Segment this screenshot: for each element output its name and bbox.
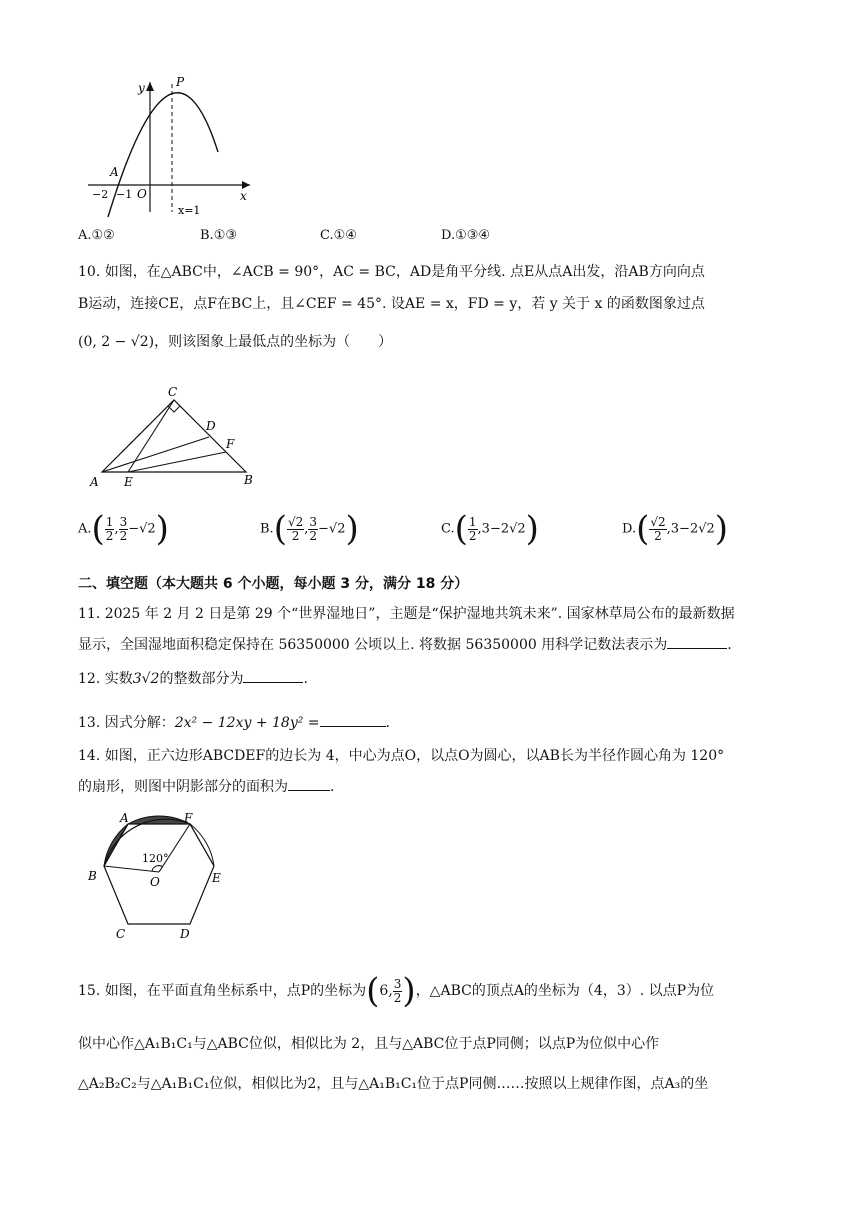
q10-e-label: E bbox=[124, 475, 133, 489]
q14-f-label: F bbox=[184, 811, 193, 825]
q10-option-a[interactable]: A.( $\frac{1}{2}$ , $\frac{3}{2}$ −√2) bbox=[78, 509, 169, 549]
q14-angle-label: 120° bbox=[142, 852, 169, 865]
q10-stem-line2: B运动，连接CE，点F在BC上，且∠CEF = 45°. 设AE = x，FD = y，若 y 关于 x 的函数图象过点 bbox=[78, 296, 705, 312]
q10-option-c[interactable]: C.( $\frac{1}{2}$ ,3−2√2) bbox=[441, 509, 539, 549]
q15-stem-line2: 似中心作△A₁B₁C₁与△ABC位似，相似比为 2，且与△ABC位于点P同侧；以点P为位似中心作 bbox=[78, 1036, 660, 1052]
q13-answer-blank[interactable] bbox=[320, 712, 386, 727]
q14-a-label: A bbox=[120, 811, 129, 825]
q15-p-x: 6 bbox=[379, 983, 389, 999]
q9-option-a[interactable]: A.①② bbox=[78, 228, 115, 243]
q9-option-d[interactable]: D.①③④ bbox=[441, 228, 491, 243]
q10-stem-line3 bbox=[78, 332, 392, 352]
q9-tick-neg2: −2 bbox=[92, 188, 109, 201]
q10-option-d[interactable]: D.( $\frac{√2}{2}$ ,3−2√2) bbox=[622, 509, 729, 549]
q9-tick-neg1: −1 bbox=[116, 188, 133, 201]
q13-expr: 2x² − 12xy + 18y² = bbox=[174, 715, 320, 731]
q9-y-label: y bbox=[138, 81, 145, 95]
q10-b-label: B bbox=[244, 473, 253, 487]
q15-stem-line1: 15. 如图，在平面直角坐标系中，点P的坐标为(6, $\frac{3}{2}$ )，△ABC的顶点A的坐标为（4，3）. 以点P为位 bbox=[78, 971, 715, 1011]
q10-a-label: A bbox=[90, 475, 99, 489]
q10-c-label: C bbox=[168, 385, 178, 399]
q14-c-label: C bbox=[116, 927, 126, 941]
q9-option-b[interactable]: B.①③ bbox=[200, 228, 237, 243]
q14-d-label: D bbox=[180, 927, 190, 941]
q12-answer-blank[interactable] bbox=[243, 668, 303, 683]
q9-parabola-graph bbox=[82, 72, 262, 222]
q11-stem-line1: 11. 2025 年 2 月 2 日是第 29 个“世界湿地日”，主题是“保护湿地共筑未来”. 国家林草局公布的最新数据 bbox=[78, 606, 735, 622]
q9-a-label: A bbox=[110, 165, 119, 179]
section2-heading: 二、填空题（本大题共 6 个小题，每小题 3 分，满分 18 分） bbox=[78, 576, 469, 592]
q14-o-label: O bbox=[150, 875, 160, 889]
q10-point: (0, 2 − √2) bbox=[78, 334, 155, 350]
q10-d-label: D bbox=[206, 419, 216, 433]
q14-e-label: E bbox=[212, 871, 221, 885]
q14-answer-blank[interactable] bbox=[288, 776, 330, 791]
q9-p-label: P bbox=[176, 75, 185, 89]
q15-stem-line3: △A₂B₂C₂与△A₁B₁C₁位似，相似比为2，且与△A₁B₁C₁位于点P同侧……按照以上规律作图，点A₃的坐 bbox=[78, 1076, 709, 1092]
q12-expr: 3√2 bbox=[132, 671, 160, 687]
q10-stem-line1: 10. 如图，在△ABC中，∠ACB = 90°，AC = BC，AD是角平分线. 点E从点A出发，沿AB方向向点 bbox=[78, 264, 705, 280]
q9-option-c[interactable]: C.①④ bbox=[320, 228, 357, 243]
q14-hexagon-figure bbox=[86, 810, 236, 945]
q11-stem-line2: 显示，全国湿地面积稳定保持在 56350000 公顷以上. 将数据 56350000 用科学记数法表示为 . bbox=[78, 634, 732, 655]
q13-stem: 13. 因式分解：2x² − 12xy + 18y² = . bbox=[78, 712, 390, 733]
q11-answer-blank[interactable] bbox=[667, 634, 727, 649]
q10-triangle-figure bbox=[86, 380, 266, 490]
q10-question: ，则该图象上最低点的坐标为（ ） bbox=[154, 334, 393, 350]
q9-x-label: x bbox=[240, 189, 247, 203]
q9-axis-line-label: x=1 bbox=[178, 204, 201, 217]
q10-f-label: F bbox=[226, 437, 235, 451]
q14-stem-line2: 的扇形，则图中阴影部分的面积为 . bbox=[78, 776, 334, 797]
q14-b-label: B bbox=[88, 869, 97, 883]
q12-stem: 12. 实数3√2的整数部分为 . bbox=[78, 668, 308, 689]
q10-option-b[interactable]: B.( $\frac{√2}{2}$ , $\frac{3}{2}$ −√2) bbox=[260, 509, 359, 549]
q9-o-label: O bbox=[137, 187, 147, 201]
q14-stem-line1: 14. 如图，正六边形ABCDEF的边长为 4，中心为点O，以点O为圆心，以AB长为半径作圆心角为 120° bbox=[78, 748, 725, 764]
